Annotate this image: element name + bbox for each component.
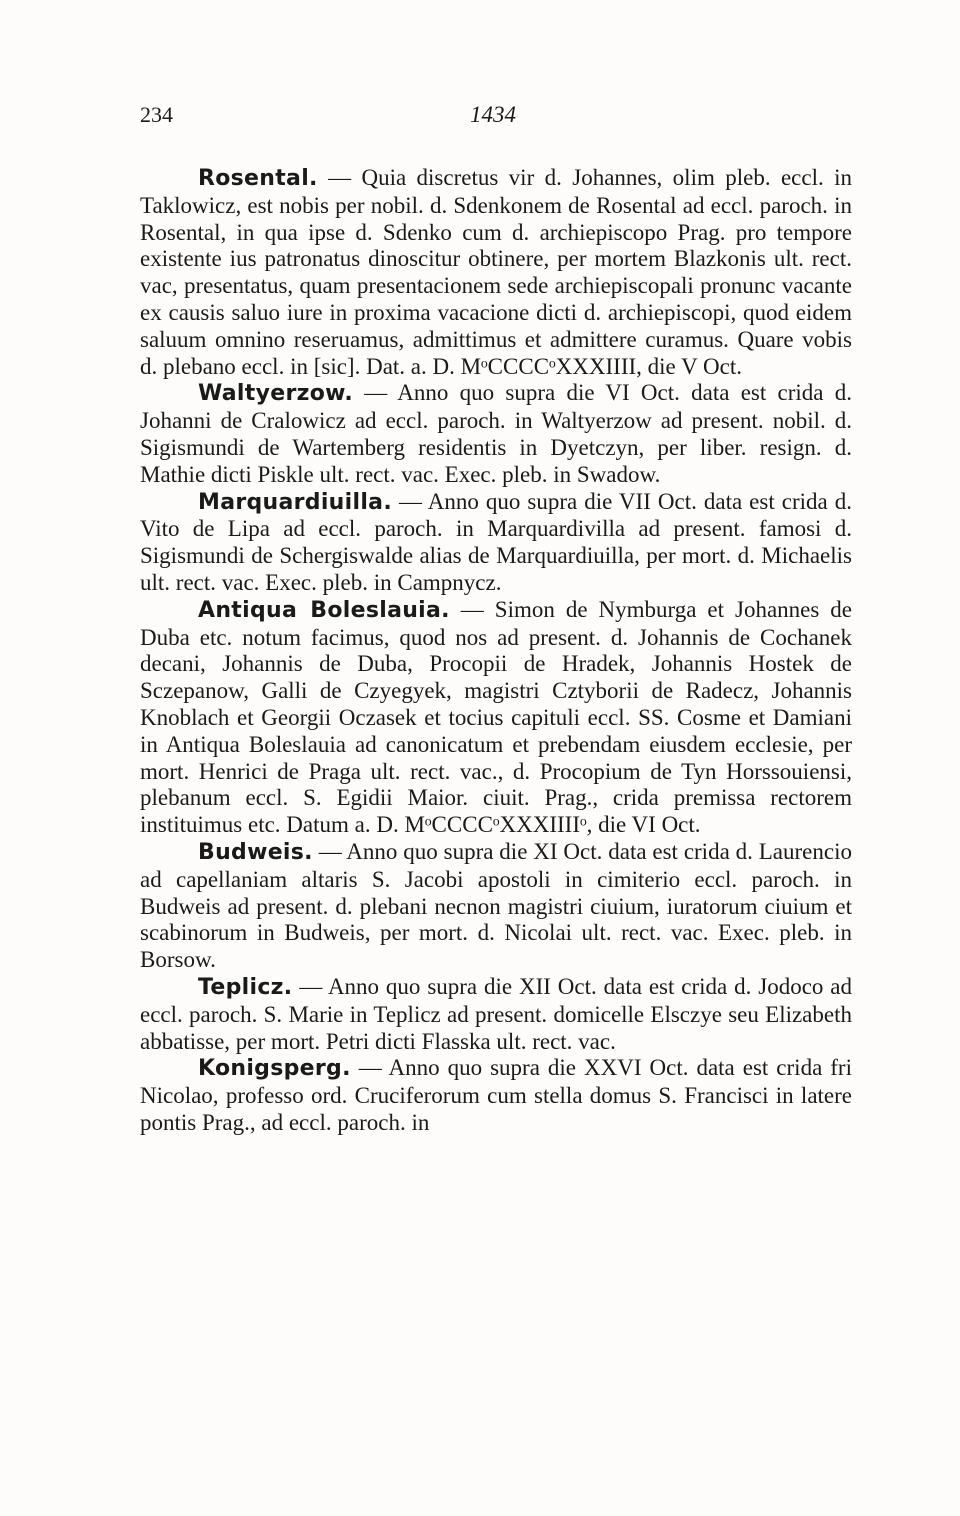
entry-konigsperg [140,1055,852,1136]
entry-teplicz [140,974,852,1055]
entry-waltyerzow [140,380,852,488]
entry-place-name: Konigsperg. [198,1056,351,1082]
running-header-year: 1434 [470,102,516,127]
entry-text: — Anno quo supra die XII Oct. data est crida d. Jodoco ad eccl. paroch. S. Marie in Teplicz ad present. domicelle Elsczye seu Elizabeth abbatisse, per mort. Petri dicti Flasska ult. rect. vac. [140,973,852,1054]
entry-text: — Simon de Nymburga et Johannes de Duba etc. notum facimus, quod nos ad present. d. Johannis de Cochanek decani, Johannis de Duba, Procopii de Hradek, Johannis Hostek de Sczepanow, Galli de Czyegyek, magistri Cztyborii de Radecz, Johannis Knoblach et Georgii Oczasek et tocius capituli eccl. SS. Cosme et Damiani in Antiqua Boleslauia ad canonicatum et prebendam eiusdem ecclesie, per mort. Henrici de Praga ult. rect. vac., d. Procopium de Tyn Horssouiensi, plebanum eccl. S. Egidii Maior. ciuit. Prag., crida premissa rectorem instituimus etc. Datum a. D. MᵒCCCCᵒXXXIIIIᵒ, die VI Oct. [140,596,853,838]
entry-budweis [140,839,852,974]
entry-place-name: Antiqua Boleslauia. [198,597,450,623]
entry-place-name: Budweis. [198,839,313,865]
entry-place-name: Teplicz. [198,974,293,1000]
entry-text: — Anno quo supra die VI Oct. data est crida d. Johanni de Cralowicz ad eccl. paroch. in Waltyerzow ad present. nobil. d. Sigismundi de Wartemberg residentis in Dyetczyn, per liber. resign. d. Mathie dicti Piskle ult. rect. vac. Exec. pleb. in Swadow. [140,380,852,487]
entry-place-name: Marquardiuilla. [198,489,392,515]
entry-text: — Anno quo supra die XI Oct. data est crida d. Laurencio ad capellaniam altaris S. Jacobi apostoli in cimiterio eccl. paroch. in Budweis ad present. d. plebani necnon magistri ciuium, iuratorum ciuium et scabinorum in Budweis, per mort. d. Nicolai ult. rect. vac. Exec. pleb. in Borsow. [140,838,852,973]
entry-antiqua-boleslauia [140,597,852,839]
entry-text: — Quia discretus vir d. Johannes, olim pleb. eccl. in Taklowicz, est nobis per nobil. d. Sdenkonem de Rosental ad eccl. paroch. in Rosental, in qua ipse d. Sdenko cum d. archiepiscopo Prag. pro tempore existente ius patronatus dinoscitur obtinere, per mortem Blazkonis ult. rect. vac, presentatus, quam presentacionem sede archiepiscopali pronunc vacante ex causis saluo iure in proxima vacacione dicti d. archiepiscopi, quod eidem saluum omnino reseruamus, admittimus et admittere curamus. Quare vobis d. plebano eccl. in [sic]. Dat. a. D. MᵒCCCCᵒXXXIIII, die V Oct. [140,165,852,379]
entry-rosental [140,165,852,380]
entry-text: — Anno quo supra die VII Oct. data est crida d. Vito de Lipa ad eccl. paroch. in Marquardivilla ad present. famosi d. Sigismundi de Schergiswalde alias de Marquardiuilla, per mort. d. Michaelis ult. rect. vac. Exec. pleb. in Campnycz. [140,488,852,595]
entry-place-name: Waltyerzow. [198,381,353,407]
page-number: 234 [140,102,173,127]
entry-place-name: Rosental. [198,166,318,191]
entry-marquardiuilla [140,489,852,597]
page-body [140,165,852,1137]
entry-text: — Anno quo supra die XXVI Oct. data est crida fri Nicolao, professo ord. Cruciferorum cum stella domus S. Francisci in latere pontis Prag., ad eccl. paroch. in [140,1055,852,1135]
page-header [140,102,852,132]
